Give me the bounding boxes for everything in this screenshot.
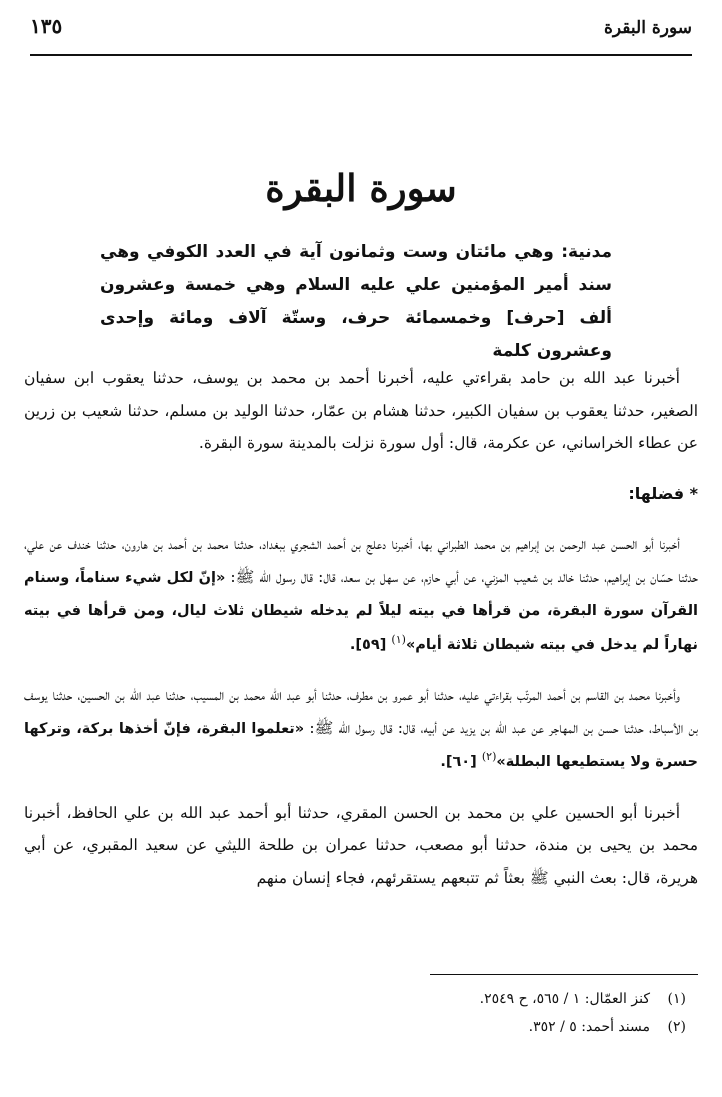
section-heading-virtues: * فضلها:: [628, 483, 698, 503]
hadith-quote-1: «إنّ لكل شيء سناماً، وسنام القرآن سورة البقرة، من قرأها في بيته ليلاً لم يدخله شيطان ثلاث ليال، ومن قرأها في بيته نهاراً لم يدخل في بيته شيطان ثلاثة أيام»: [24, 569, 698, 653]
hadith-quote-2: «تعلموا البقرة، فإنّ أخذها بركة، وتركها حسرة ولا يستطيعها البطلة»: [24, 720, 698, 770]
hadith-number-1: [٥٩].: [349, 636, 392, 653]
footnote-divider: [430, 974, 698, 975]
footnote-number: (٢): [667, 1019, 686, 1035]
footnote-text: كنز العمّال: ١ / ٥٦٥، ح ٢٥٤٩.: [479, 991, 650, 1007]
footnote-ref-1: (١): [391, 632, 406, 646]
paragraph-3-text: وأخبرنا محمد بن القاسم بن أحمد المرتّب بقراءتي عليه، حدثنا أبو عمرو بن مطرف، حدثنا أبو عبد الله محمد بن المسيب، حدثنا عبد الله بن الحسين، حدثنا يوسف بن الأسباط، حدثنا حسن بن المهاجر عن عبد الله بن يزيد عن أبيه، قال: قال رسول الله ﷺ:: [24, 686, 699, 737]
footnote-number: (١): [667, 991, 686, 1007]
body-text: [24, 362, 698, 894]
paragraph-2: [24, 528, 698, 661]
hadith-number-2: [٦٠].: [440, 754, 482, 770]
paragraph-4: أخبرنا أبو الحسين علي بن محمد بن الحسن المقري، حدثنا أبو أحمد عبد الله بن علي الحافظ، أخبرنا محمد بن يحيى بن مندة، حدثنا أبو مصعب، حدثنا عمران بن طلحة الليثي عن سعيد المقبري، عن أبي هريرة، قال: بعث النبي ﷺ بعثاً ثم تتبعهم يستقرئهم، فجاء إنسان منهم: [24, 803, 698, 887]
intro-text: مدنية: وهي مائتان وست وثمانون آية في العدد الكوفي وهي سند أمير المؤمنين علي عليه السلام وهي خمسة وعشرون ألف [حرف] وخمسمائة حرف، وستّة آلاف ومائة وإحدى وعشرون كلمة: [100, 242, 612, 361]
paragraph-3: [24, 679, 698, 779]
page-number: ١٣٥: [30, 14, 63, 38]
page-header: [30, 10, 692, 56]
paragraph-2-text: أخبرنا أبو الحسن عبد الرحمن بن إبراهيم بن محمد الطبراني بها، أخبرنا دعلج بن أحمد الشجري ببغداد، حدثنا محمد بن أحمد بن هارون، حدثنا خندف عن علي، حدثنا حسّان بن إبراهيم، حدثنا خالد بن شعيب المزني، عن أبي حازم، عن سهل بن سعد، قال: قال رسول الله ﷺ:: [24, 535, 699, 586]
footnotes: [24, 985, 686, 1041]
footnote-2: [24, 1013, 686, 1041]
running-title: سورة البقرة: [604, 18, 692, 38]
footnote-text: مسند أحمد: ٥ / ٣٥٢.: [528, 1019, 650, 1035]
footnote-ref-2: (٢): [481, 749, 497, 763]
surah-title: سورة البقرة: [265, 166, 457, 210]
surah-intro: [100, 236, 612, 368]
paragraph-1: أخبرنا عبد الله بن حامد بقراءتي عليه، أخبرنا أحمد بن محمد بن يوسف، حدثنا يعقوب ابن سفيان الصغير، حدثنا يعقوب بن سفيان الكبير، حدثنا هشام بن عمّار، حدثنا الوليد بن مسلم، حدثنا شعيب بن زرين عن عطاء الخراساني، عن عكرمة، قال: أول سورة نزلت بالمدينة سورة البقرة.: [24, 369, 698, 452]
footnote-1: [24, 985, 686, 1013]
